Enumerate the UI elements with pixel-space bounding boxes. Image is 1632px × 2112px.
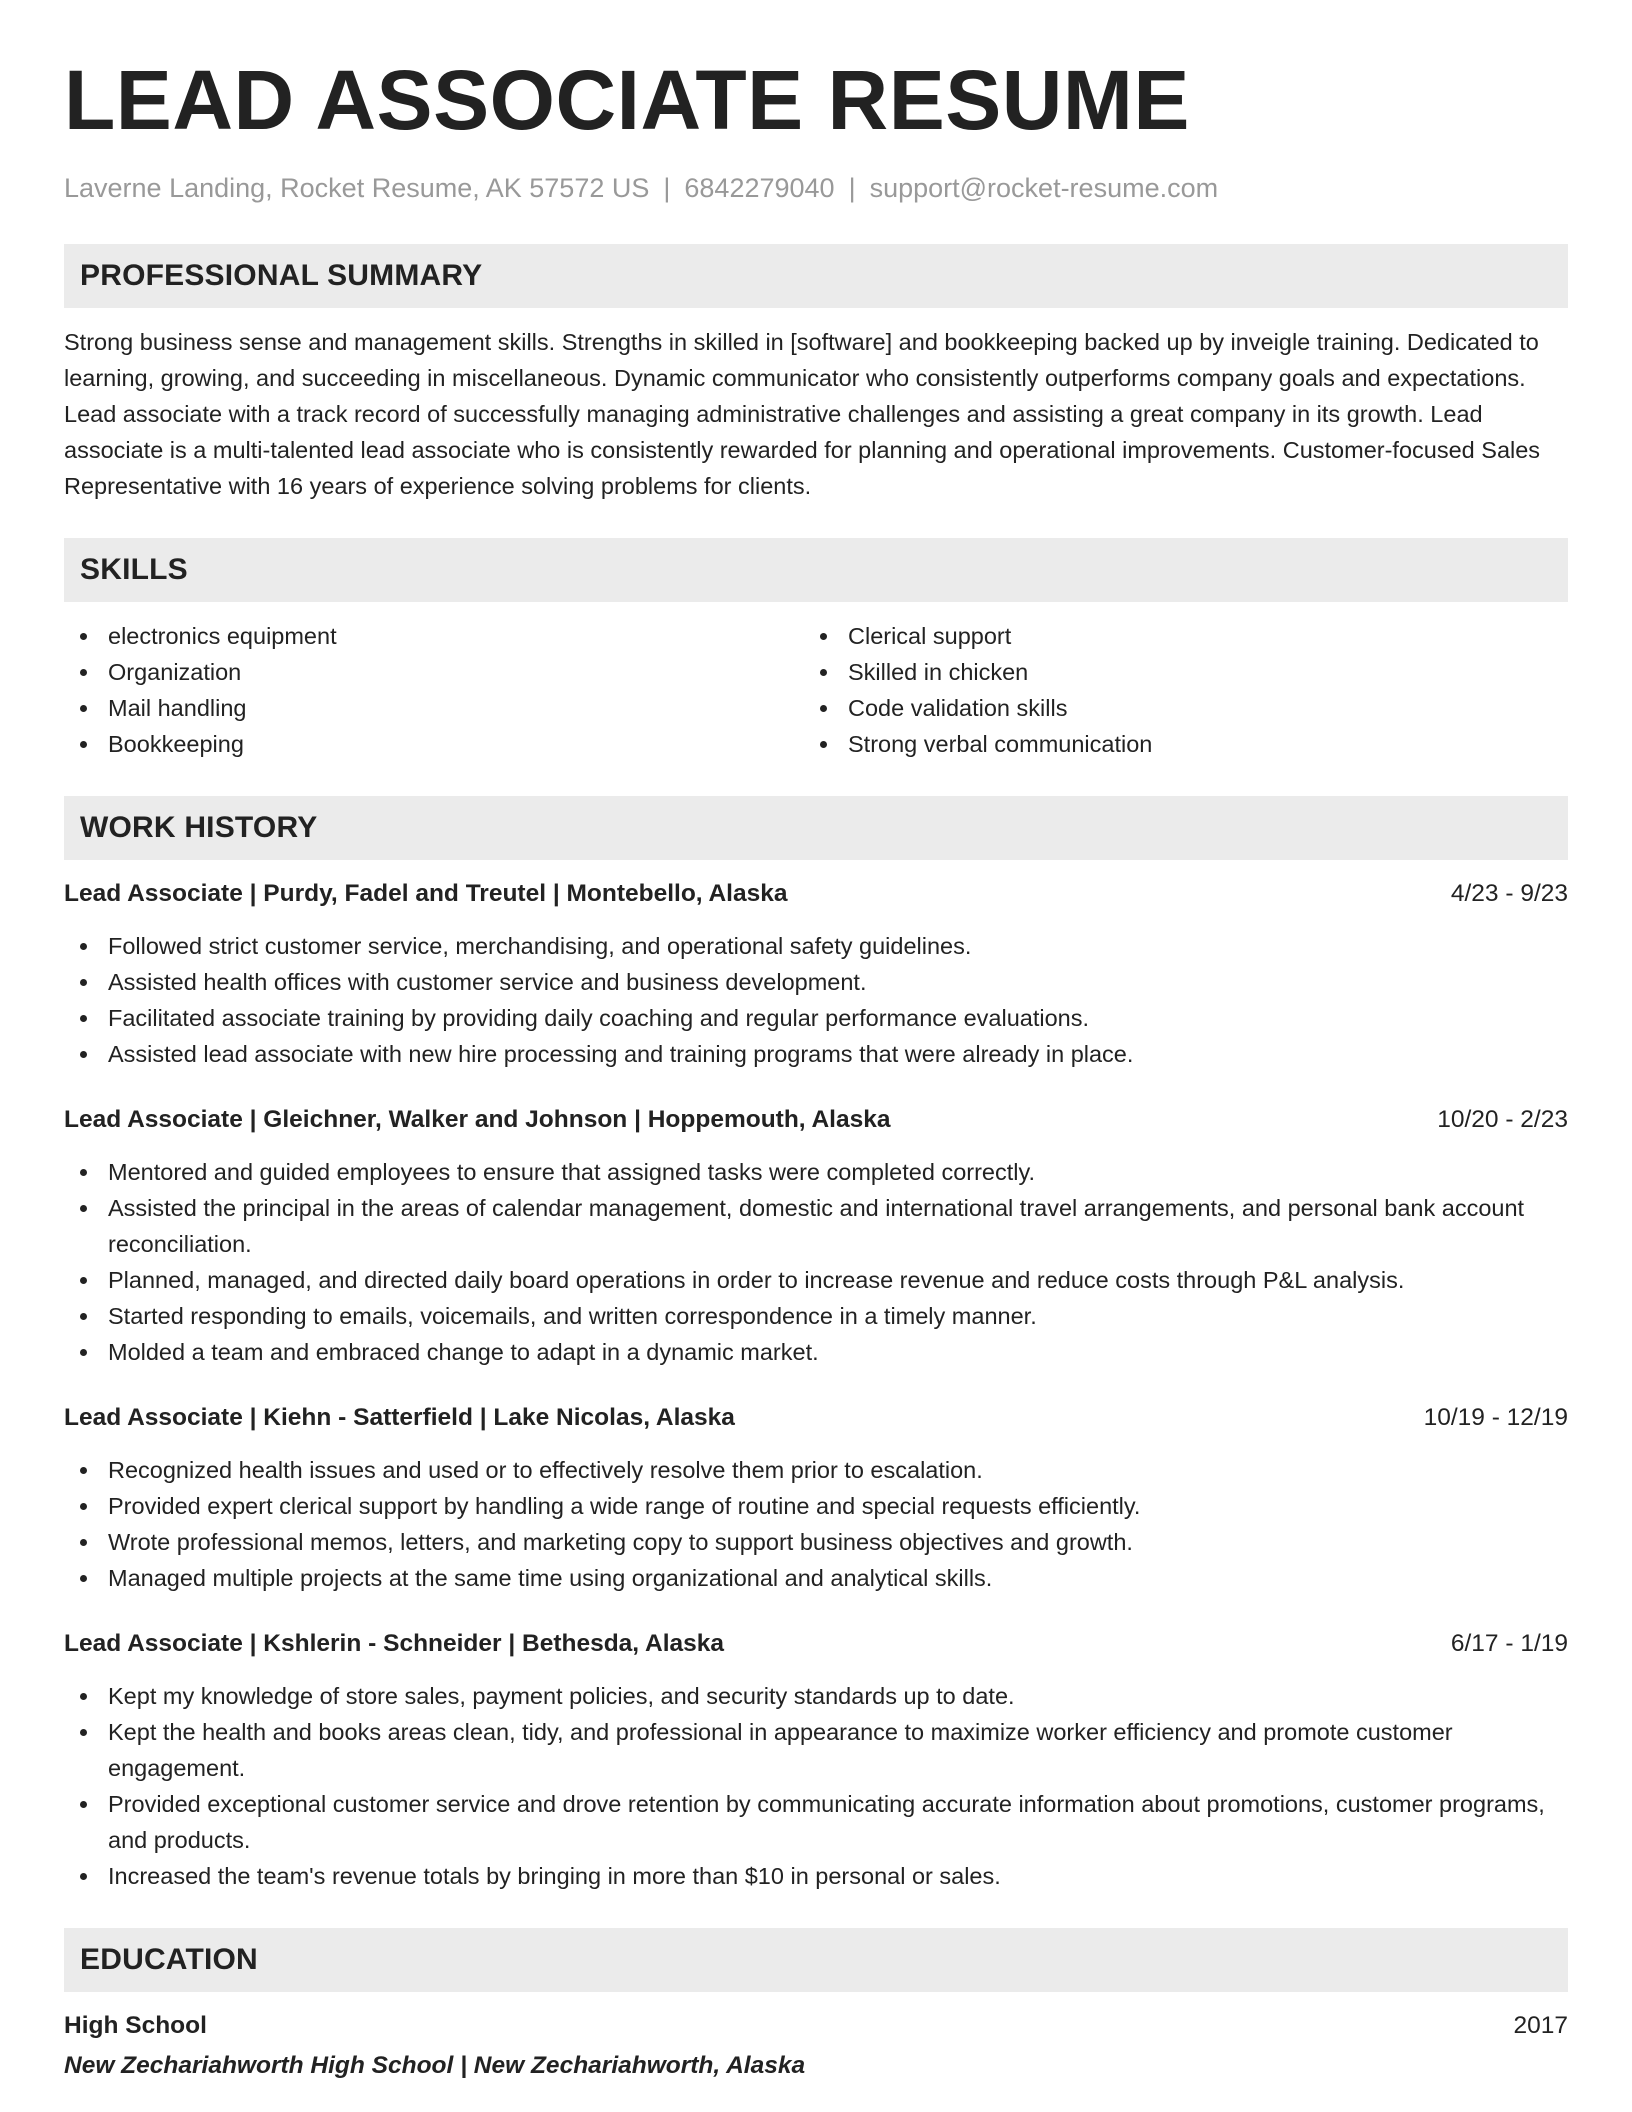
- job-bullet: Increased the team's revenue totals by bringing in more than $10 in personal or sales.: [64, 1858, 1568, 1894]
- contact-address: Laverne Landing, Rocket Resume, AK 57572 US: [64, 173, 650, 203]
- skills-column-left: [64, 618, 804, 762]
- skill-item: Organization: [64, 654, 804, 690]
- education-school: New Zechariahworth High School | New Zechariahworth, Alaska: [64, 2052, 806, 2080]
- job-title: Lead Associate | Purdy, Fadel and Treutel | Montebello, Alaska: [64, 880, 788, 908]
- job-bullet: Provided exceptional customer service and drove retention by communicating accurate information about promotions, customer programs, and products.: [64, 1786, 1568, 1858]
- job-bullet: Mentored and guided employees to ensure that assigned tasks were completed correctly.: [64, 1154, 1568, 1190]
- section-heading-work-history: WORK HISTORY: [64, 796, 1568, 860]
- job-bullet: Followed strict customer service, merchandising, and operational safety guidelines.: [64, 928, 1568, 964]
- skill-item: Code validation skills: [804, 690, 1544, 726]
- skill-item: Mail handling: [64, 690, 804, 726]
- education-header: [64, 2008, 1568, 2044]
- job-bullet: Planned, managed, and directed daily board operations in order to increase revenue and reduce costs through P&L analysis.: [64, 1262, 1568, 1298]
- job-bullet: Molded a team and embraced change to adapt in a dynamic market.: [64, 1334, 1568, 1370]
- job-bullets: [64, 1678, 1568, 1894]
- section-heading-education: EDUCATION: [64, 1928, 1568, 1992]
- job-header: [64, 1102, 1568, 1138]
- job-header: [64, 876, 1568, 912]
- resume-title: LEAD ASSOCIATE RESUME: [64, 53, 1190, 147]
- job-header: [64, 1400, 1568, 1436]
- job-bullet: Managed multiple projects at the same time using organizational and analytical skills.: [64, 1560, 1568, 1596]
- education-degree: High School: [64, 2012, 207, 2040]
- job-bullet: Started responding to emails, voicemails, and written correspondence in a timely manner.: [64, 1298, 1568, 1334]
- job-dates: 10/20 - 2/23: [1437, 1106, 1568, 1134]
- contact-separator: |: [663, 173, 671, 203]
- job-bullet: Wrote professional memos, letters, and marketing copy to support business objectives and growth.: [64, 1524, 1568, 1560]
- job-title: Lead Associate | Gleichner, Walker and Johnson | Hoppemouth, Alaska: [64, 1106, 891, 1134]
- job-bullet: Assisted lead associate with new hire processing and training programs that were already in place.: [64, 1036, 1568, 1072]
- job-bullet: Recognized health issues and used or to effectively resolve them prior to escalation.: [64, 1452, 1568, 1488]
- job-entry: [64, 876, 1568, 1072]
- job-bullets: [64, 928, 1568, 1072]
- contact-separator: |: [848, 173, 856, 203]
- job-bullets: [64, 1154, 1568, 1370]
- summary-text: Strong business sense and management skills. Strengths in skilled in [software] and bookkeeping backed up by inveigle training. Dedicated to learning, growing, and succeeding in miscellaneous. Dynamic communicator who consistently outperforms company goals and expectations. Lead associate with a track record of successfully managing administrative challenges and assisting a great company in its growth. Lead associate is a multi-talented lead associate who is consistently rewarded for planning and operational improvements. Customer-focused Sales Representative with 16 years of experience solving problems for clients.: [64, 329, 1541, 500]
- job-title: Lead Associate | Kshlerin - Schneider | Bethesda, Alaska: [64, 1630, 725, 1658]
- skill-item: Clerical support: [804, 618, 1544, 654]
- skills-list: [64, 618, 1568, 762]
- job-bullet: Kept the health and books areas clean, tidy, and professional in appearance to maximize worker efficiency and promote customer engagement.: [64, 1714, 1568, 1786]
- job-bullet: Provided expert clerical support by handling a wide range of routine and special requests efficiently.: [64, 1488, 1568, 1524]
- education-year: 2017: [1513, 2012, 1568, 2040]
- job-entry: [64, 1400, 1568, 1596]
- job-dates: 6/17 - 1/19: [1450, 1630, 1568, 1658]
- job-bullet: Facilitated associate training by providing daily coaching and regular performance evaluations.: [64, 1000, 1568, 1036]
- job-header: [64, 1626, 1568, 1662]
- skill-item: Strong verbal communication: [804, 726, 1544, 762]
- job-bullet: Kept my knowledge of store sales, payment policies, and security standards up to date.: [64, 1678, 1568, 1714]
- section-heading-skills: SKILLS: [64, 538, 1568, 602]
- job-entry: [64, 1626, 1568, 1894]
- contact-phone: 6842279040: [684, 173, 835, 203]
- contact-line: [64, 172, 1568, 204]
- skills-column-right: [804, 618, 1544, 762]
- job-title: Lead Associate | Kiehn - Satterfield | Lake Nicolas, Alaska: [64, 1404, 735, 1432]
- skill-item: Bookkeeping: [64, 726, 804, 762]
- job-bullets: [64, 1452, 1568, 1596]
- job-dates: 4/23 - 9/23: [1450, 880, 1568, 908]
- skill-item: Skilled in chicken: [804, 654, 1544, 690]
- job-bullet: Assisted the principal in the areas of calendar management, domestic and international travel arrangements, and personal bank account reconciliation.: [64, 1190, 1568, 1262]
- job-bullet: Assisted health offices with customer service and business development.: [64, 964, 1568, 1000]
- job-entry: [64, 1102, 1568, 1370]
- section-heading-summary: PROFESSIONAL SUMMARY: [64, 244, 1568, 308]
- job-dates: 10/19 - 12/19: [1423, 1404, 1568, 1432]
- skill-item: electronics equipment: [64, 618, 804, 654]
- contact-email: support@rocket-resume.com: [869, 173, 1219, 203]
